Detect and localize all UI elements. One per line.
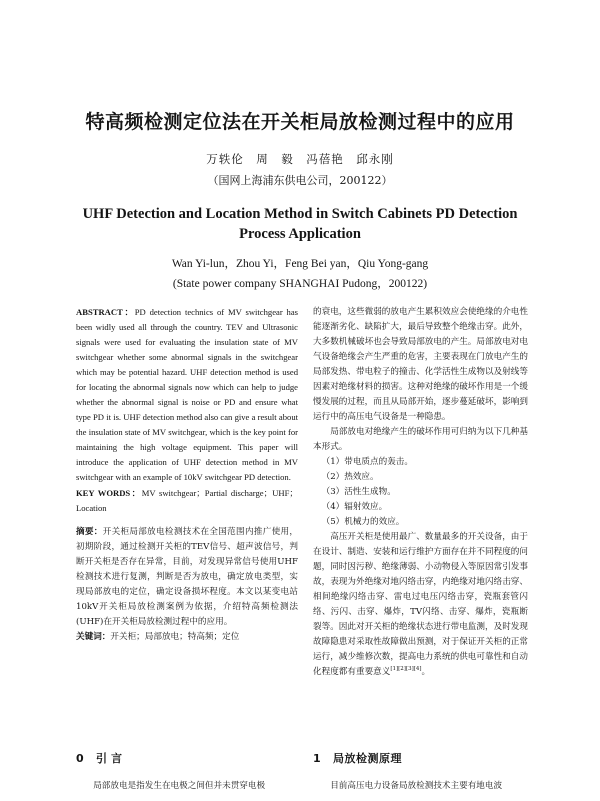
keywords-en (76, 486, 298, 516)
abstract-zh-text: 开关柜局部放电检测技术在全国范围内推广使用，初期阶段，通过检测开关柜的TEV信号、超声波信号，判断开关柜是否存在异常，目前，对发现异常信号使用UHF检测技术进行复测，判断是否为放电，确定放电类型，实现局部放电的定位，确定设备损坏程度。本文以某变电站10kV开关柜局放检测案例为依据，介绍特高频检测法(UHF)在开关柜局放检测过程中的应用。 (76, 527, 298, 627)
body-paragraph-text: 高压开关柜是使用最广、数量最多的开关设备，由于在设计、制造、安装和运行维护方面存在并不同程度的问题，同时因污秽、绝缘薄弱、小动物侵入等原因常引发事故，表现为外绝缘对地闪络击穿，内绝缘对地闪络击穿、相间绝缘闪络击穿、雷电过电压闪络击穿，瓷瓶套管闪络、污闪、击穿、爆炸，TV闪络、击穿、爆炸，瓷瓶断裂等。因此对开关柜的绝缘状态进行带电监测，及时发现故障隐患对采取性故障做出预测，对于保证开关柜的正常运行，减少维修次数，提高电力系统的供电可靠性和自动化程度都有重要意义 (313, 532, 528, 677)
affiliation-zh: （国网上海浦东供电公司，200122） (207, 174, 393, 187)
list-item: （1）带电质点的轰击。 (321, 457, 413, 467)
keywords-zh (76, 630, 298, 645)
paper-title-en: UHF Detection and Location Method in Switch Cabinets PD Detection Process Application (82, 206, 518, 242)
section-number: 1 (313, 752, 321, 765)
body-paragraph: 的衰电，这些微弱的放电产生累积效应会使绝缘的介电性能逐渐劣化、缺陷扩大，最后导致整个绝缘击穿。此外，大多数机械破坏也会导致局部放电的产生。局部放电对电气设备绝缘会产生严重的危害，主要表现在门放电产生的局部发热、带电粒子的撞击、化学活性生成物以及射线等因素对绝缘材料的损害。这种对绝缘的破坏作用是一个缓慢发展的过程，而且从局部开始，逐步蔓延破坏，影响到运行中的高压电气设备是一种隐患。 (313, 307, 528, 422)
abstract-zh-label: 摘要： (76, 527, 103, 537)
section-number: 0 (76, 752, 84, 765)
left-column (76, 305, 298, 645)
citation-ref: [1][2][3][4] (390, 666, 422, 673)
list-item: （2）热效应。 (321, 472, 379, 482)
authors-zh: 万轶伦 周 毅 冯蓓艳 邱永刚 (206, 152, 394, 166)
list-item: （5）机械力的效应。 (321, 517, 405, 527)
section-title: 局放检测原理 (333, 752, 402, 765)
authors-en: Wan Yi-lun，Zhou Yi，Feng Bei yan，Qiu Yong-gang (171, 258, 429, 270)
body-paragraph: 局部放电对绝缘产生的破坏作用可归纳为以下几种基本形式。 (313, 427, 528, 452)
keywords-en-label: KEY WORDS： (76, 488, 142, 498)
body-paragraph-end: 。 (421, 667, 431, 677)
section-heading-intro (76, 750, 126, 766)
abstract-en-text: PD detection technics of MV switchgear has been widly used all through the country. TEV and Ultrasonic signals were used for evaluating the insulation state of MV switchgear whether some abnormal signals in the switchgear which may be potential hazard. UHF detection method is used for locating the abnormal signals now which can help to judge whether the abnormal signal is noise or PD and ensure what type PD it is. UHF detection method also can give a result about the insulation state of MV switchgear, which is the key point for maintaining the high voltage equipment. This paper will introduce the application of UHF detection method in MV switchgear with an example of 10kV switchgear PD detection. (76, 307, 298, 482)
abstract-en-label: ABSTRACT： (76, 307, 135, 317)
section-title: 引言 (96, 752, 126, 765)
principle-first-line: 目前高压电力设备局放检测技术主要有地电波 (330, 781, 503, 791)
list-item: （4）辐射效应。 (321, 502, 388, 512)
affiliation-en: (State power company SHANGHAI Pudong，200122) (172, 278, 428, 290)
paper-title-zh: 特高频检测定位法在开关柜局放检测过程中的应用 (85, 111, 515, 133)
keywords-zh-text: 开关柜；局部放电；特高频；定位 (110, 632, 240, 642)
list-item: （3）活性生成物。 (321, 487, 396, 497)
right-column (313, 305, 528, 680)
body-paragraph (313, 530, 528, 680)
abstract-en (76, 305, 298, 485)
keywords-en-text: MV switchgear；Partial discharge；UHF；Location (76, 488, 298, 513)
keywords-zh-label: 关键词： (76, 632, 111, 642)
intro-first-line: 局部放电是指发生在电极之间但并未贯穿电极 (93, 781, 266, 791)
section-heading-principle (313, 750, 402, 766)
abstract-zh (76, 525, 298, 630)
